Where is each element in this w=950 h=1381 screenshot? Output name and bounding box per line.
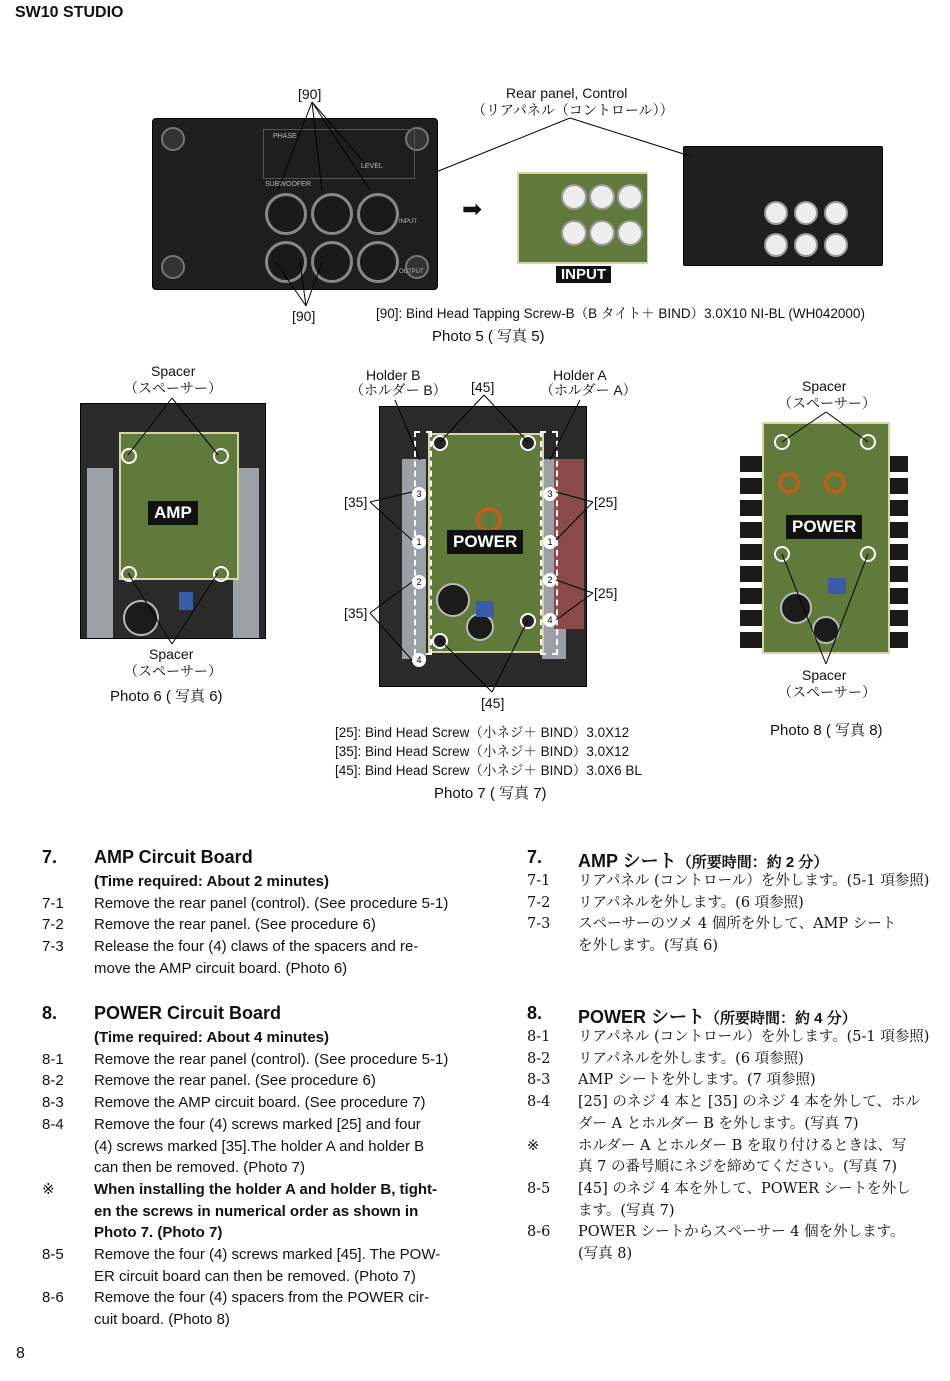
step-text: Remove the four (4) screws marked [25] and four	[94, 1115, 421, 1133]
step-text: リアパネル (コントロール）を外します。(5-1 項参照)	[578, 1029, 930, 1045]
section8-jp	[526, 1003, 946, 1266]
order-marker-3-right: 3	[543, 487, 557, 501]
photo8-spacer-bottom-en: Spacer	[802, 667, 847, 683]
level-text: LEVEL	[361, 163, 383, 170]
section-title: AMP Circuit Board	[94, 847, 253, 867]
step-number: 8-3	[42, 1094, 64, 1112]
order-marker-1-right: 1	[543, 535, 557, 549]
step-text: Remove the four (4) screws marked [45]. The POW-	[94, 1246, 441, 1264]
step-text: リアパネルを外します。(6 項参照)	[578, 1050, 804, 1067]
page-number: 8	[16, 1345, 25, 1362]
step-text: POWER シートからスペーサー 4 個を外します。	[578, 1224, 905, 1241]
step-text-cont: を外します。(写真 6)	[578, 938, 718, 955]
time-required: （所要時間：約 2 分）	[676, 854, 829, 871]
step-text-cont: (写真 8)	[578, 1246, 633, 1263]
holder-b-label-jp: （ホルダー B）	[350, 382, 447, 398]
note-text-cont: 真 7 の番号順にネジを締めてください。(写真 7)	[578, 1159, 898, 1176]
photo5-caption: Photo 5 ( 写真 5)	[432, 328, 545, 345]
order-marker-4-left: 4	[412, 653, 426, 667]
time-required: (Time required: About 2 minutes)	[94, 873, 330, 890]
section-title: POWER Circuit Board	[94, 1003, 282, 1023]
holder-b-label-en: Holder B	[366, 367, 421, 383]
step-number: 8-1	[42, 1050, 64, 1068]
time-required: (Time required: About 4 minutes)	[94, 1029, 330, 1046]
label-35-bottom: [35]	[344, 605, 368, 621]
photo6-spacer-top-en: Spacer	[151, 363, 196, 379]
section-title: POWER シート	[578, 1007, 706, 1027]
step-text: Remove the rear panel. (See procedure 6)	[94, 1072, 376, 1090]
step-text: [25] のネジ 4 本と [35] のネジ 4 本を外して、ホル	[578, 1094, 920, 1111]
step-number: 7-3	[527, 916, 551, 933]
photo6-spacer-top-jp: （スペーサー）	[124, 380, 222, 396]
note-mark: ※	[527, 1137, 540, 1154]
photo8-spacer-bottom-jp: （スペーサー）	[778, 684, 876, 700]
section-number: 7.	[42, 847, 58, 867]
step-text: Remove the rear panel. (See procedure 6)	[94, 916, 376, 934]
step-text-cont: ます。(写真 7)	[578, 1202, 675, 1219]
label-90-top: [90]	[298, 86, 322, 102]
step-number: 8-6	[527, 1224, 551, 1241]
note-text-cont: Photo 7. (Photo 7)	[94, 1224, 223, 1242]
note-mark: ※	[42, 1180, 55, 1198]
power-board-tag-photo8: POWER	[786, 515, 862, 539]
step-number: 8-5	[42, 1246, 64, 1264]
step-number: 8-4	[42, 1115, 64, 1133]
step-number: 7-2	[527, 894, 551, 911]
step-text: AMP シートを外します。(7 項参照)	[578, 1072, 816, 1089]
step-number: 8-1	[527, 1029, 551, 1045]
holder-a-label-jp: （ホルダー A）	[540, 382, 637, 398]
step-text-cont: ダー A とホルダー B を外します。(写真 7)	[578, 1115, 859, 1132]
step-text: リアパネル (コントロール）を外します。(5-1 項参照)	[578, 873, 930, 889]
photo8-caption: Photo 8 ( 写真 8)	[770, 722, 883, 739]
section-number: 8.	[42, 1003, 58, 1023]
order-marker-3-left: 3	[412, 487, 426, 501]
note-text-cont: en the screws in numerical order as shown in	[94, 1202, 419, 1220]
section-title: AMP シート	[578, 851, 677, 871]
photo6-spacer-bottom-jp: （スペーサー）	[124, 663, 222, 679]
step-number: 7-3	[42, 938, 64, 956]
photo7-note-25: [25]: Bind Head Screw（小ネジ＋ BIND）3.0X12	[335, 725, 630, 740]
step-text: Release the four (4) claws of the spacers and re-	[94, 938, 419, 956]
power-board-tag-photo7: POWER	[447, 530, 523, 554]
photo8-spacer-top-jp: （スペーサー）	[778, 395, 876, 411]
photo6-spacer-bottom-en: Spacer	[149, 646, 194, 662]
rear-panel-label-en: Rear panel, Control	[506, 85, 628, 101]
step-text-cont: ER circuit board can then be removed. (Photo 7)	[94, 1267, 416, 1285]
photo7-caption: Photo 7 ( 写真 7)	[434, 785, 547, 802]
step-number: 8-3	[527, 1072, 551, 1089]
rear-panel-label-jp: （リアパネル（コントロール））	[472, 102, 674, 118]
section-number: 7.	[527, 847, 543, 867]
section-number: 8.	[527, 1003, 543, 1023]
doc-header-title: SW10 STUDIO	[15, 4, 124, 21]
label-45-bottom: [45]	[481, 695, 505, 711]
section7-en	[40, 847, 470, 980]
label-45-top: [45]	[471, 379, 495, 395]
order-marker-1-left: 1	[412, 535, 426, 549]
step-number: 7-1	[42, 894, 64, 912]
note-text: When installing the holder A and holder B, tight-	[94, 1180, 438, 1198]
step-text: [45] のネジ 4 本を外して、POWER シートを外し	[578, 1180, 911, 1197]
output-text: OUTPUT	[399, 269, 424, 275]
photo7-note-45: [45]: Bind Head Screw（小ネジ＋ BIND）3.0X6 BL	[335, 763, 642, 778]
step-number: 7-1	[527, 873, 551, 889]
photo8-spacer-top-en: Spacer	[802, 378, 847, 394]
step-text: Remove the rear panel (control). (See procedure 5-1)	[94, 1050, 449, 1068]
label-25-bottom: [25]	[594, 585, 618, 601]
step-number: 7-2	[42, 916, 64, 934]
input-board-tag: INPUT	[556, 266, 611, 283]
step-number: 8-5	[527, 1180, 551, 1197]
order-marker-4-right: 4	[543, 613, 557, 627]
step-text: リアパネルを外します。(6 項参照)	[578, 894, 804, 911]
section8-en	[40, 1003, 470, 1331]
step-text-cont: cuit board. (Photo 8)	[94, 1311, 230, 1329]
step-number: 8-4	[527, 1094, 551, 1111]
time-required: （所要時間：約 4 分）	[705, 1010, 857, 1027]
input-text: INPUT	[399, 219, 417, 225]
step-text: スペーサーのツメ 4 個所を外して、AMP シート	[578, 916, 897, 933]
label-90-bottom: [90]	[292, 308, 316, 324]
amp-board-tag: AMP	[148, 501, 198, 525]
photo7-note-35: [35]: Bind Head Screw（小ネジ＋ BIND）3.0X12	[335, 744, 630, 759]
step-number: 8-2	[42, 1072, 64, 1090]
label-25-top: [25]	[594, 494, 618, 510]
order-marker-2-left: 2	[412, 575, 426, 589]
label-35-top: [35]	[344, 494, 368, 510]
step-text: Remove the AMP circuit board. (See procedure 7)	[94, 1094, 426, 1112]
arrow-right-icon: ➡	[462, 196, 483, 223]
step-number: 8-6	[42, 1289, 64, 1307]
step-text-cont: move the AMP circuit board. (Photo 6)	[94, 959, 348, 977]
order-marker-2-right: 2	[543, 573, 557, 587]
subwoofer-text: SUBWOOFER	[265, 181, 311, 188]
holder-a-label-en: Holder A	[553, 367, 607, 383]
phase-text: PHASE	[273, 133, 297, 140]
note-text: ホルダー A とホルダー B を取り付けるときは、写	[578, 1137, 907, 1154]
step-number: 8-2	[527, 1050, 551, 1067]
step-text: Remove the rear panel (control). (See procedure 5-1)	[94, 894, 449, 912]
photo5-screw-note: [90]: Bind Head Tapping Screw-B（B タイト＋ BIND）3.0X10 NI-BL (WH042000)	[376, 306, 865, 321]
step-text: Remove the four (4) spacers from the POWER cir-	[94, 1289, 430, 1307]
section7-jp	[526, 847, 946, 958]
photo6-caption: Photo 6 ( 写真 6)	[110, 688, 223, 705]
step-text-cont: (4) screws marked [35].The holder A and holder B	[94, 1137, 425, 1155]
step-text-cont: can then be removed. (Photo 7)	[94, 1159, 305, 1177]
